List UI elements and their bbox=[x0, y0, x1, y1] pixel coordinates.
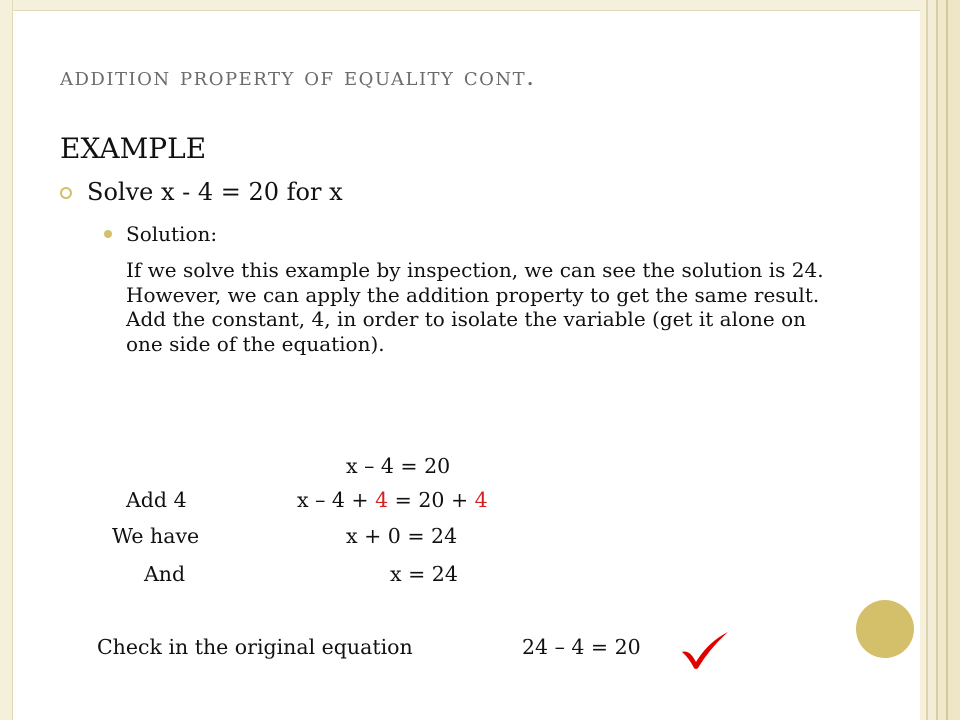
equation-original: x – 4 = 20 bbox=[346, 454, 451, 478]
bullet-solution-text: Solution: bbox=[126, 222, 218, 246]
frame-left-edge bbox=[0, 0, 13, 720]
check-equation: 24 – 4 = 20 bbox=[522, 635, 641, 659]
equation-and: x = 24 bbox=[390, 562, 458, 586]
decorative-circle bbox=[856, 600, 914, 658]
ring-bullet-icon bbox=[60, 187, 72, 199]
add-eq-red-1: 4 bbox=[375, 488, 389, 512]
step-add-label: Add 4 bbox=[126, 488, 187, 512]
equation-add bbox=[297, 488, 488, 512]
add-eq-part2: = 20 + bbox=[388, 488, 475, 512]
step-have-label: We have bbox=[112, 524, 200, 548]
frame-top-edge bbox=[0, 0, 920, 11]
bullet-solve bbox=[60, 178, 343, 206]
checkmark-icon bbox=[680, 630, 732, 670]
example-heading: EXAMPLE bbox=[60, 132, 207, 165]
decorative-stripes bbox=[920, 0, 960, 720]
check-label: Check in the original equation bbox=[97, 635, 413, 659]
bullet-solution bbox=[104, 222, 217, 246]
bullet-solve-text: Solve x - 4 = 20 for x bbox=[87, 178, 343, 206]
dot-bullet-icon bbox=[104, 230, 112, 238]
add-eq-red-2: 4 bbox=[474, 488, 488, 512]
equation-have: x + 0 = 24 bbox=[346, 524, 458, 548]
add-eq-part1: x – 4 + bbox=[297, 488, 376, 512]
explanation-paragraph: If we solve this example by inspection, we can see the solution is 24. However, we can apply the addition property to get the same result. Add the constant, 4, in order to isolate the variable (get it alone on one side of the equation). bbox=[126, 258, 824, 356]
step-and-label: And bbox=[144, 562, 186, 586]
slide-title: addition property of equality cont. bbox=[60, 62, 536, 91]
